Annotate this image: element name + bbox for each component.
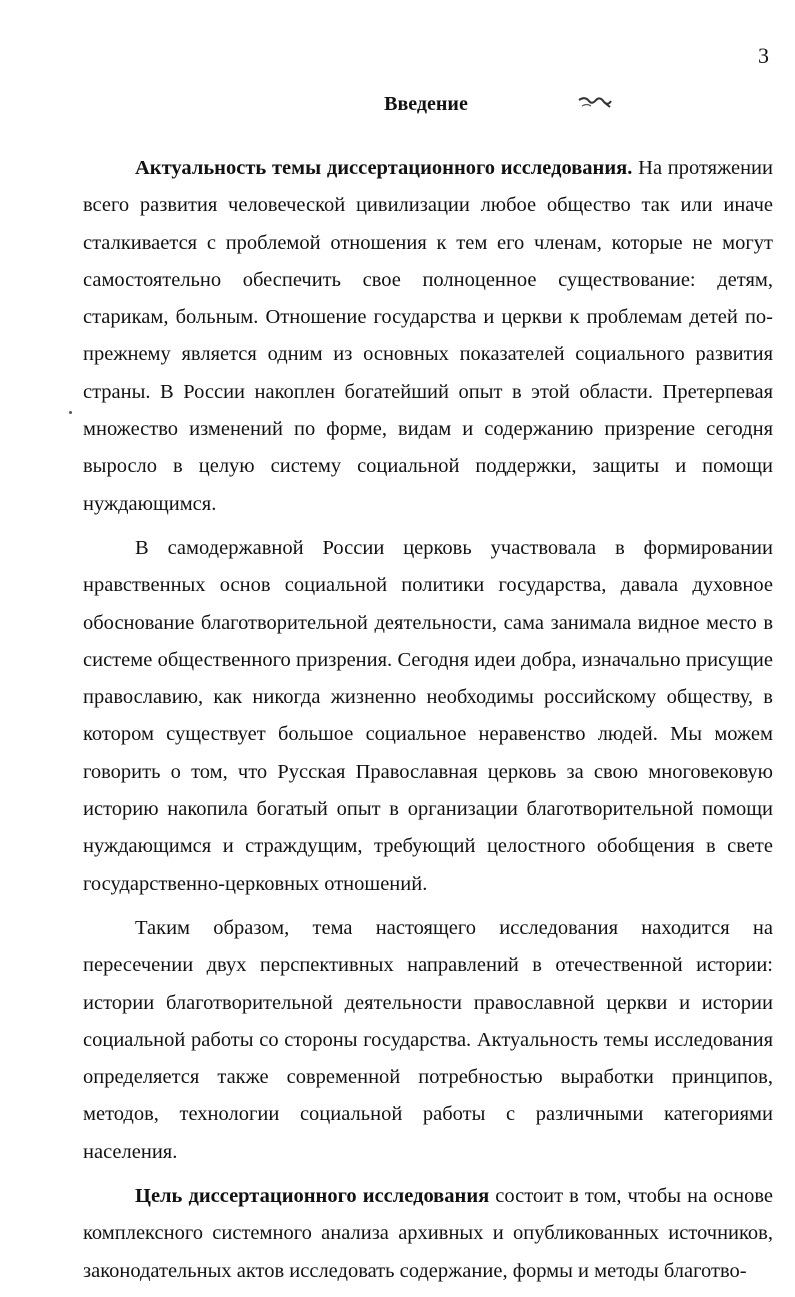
paragraph-lead: Актуальность темы диссертационного исследования. xyxy=(135,157,633,179)
paragraph-body: Таким образом, тема настоящего исследования находится на пересечении двух перспективных направлений в отечественной истории: истории благотворительной деятельности православной церкви и истории социальной работы со стороны государства. Актуальность темы исследования определяется также современной потребностью выработки принципов, методов, технологии социальной работы с различными категориями населения. xyxy=(83,916,773,1163)
paragraph-lead: Цель диссертационного исследования xyxy=(135,1185,490,1208)
scan-speck xyxy=(69,411,72,414)
paragraph-topic-intersection xyxy=(83,910,773,1171)
paragraph-body: состоит в том, чтобы на основе комплексного системного анализа архивных и опубликованных источников, законодательных актов исследовать содержание, формы и методы благотво- xyxy=(83,1185,773,1282)
paragraph-research-goal xyxy=(83,1178,773,1290)
paragraph-body: В самодержавной России церковь участвовала в формировании нравственных основ социальной политики государства, давала духовное обоснование благотворительной деятельности, сама занимала видное место в системе общественного призрения. Сегодня идеи добра, изначально присущие православию, как никогда жизненно необходимы российскому обществу, в котором существует большое социальное неравенство людей. Мы можем говорить о том, что Русская Православная церковь за свою многовековую историю накопила богатый опыт в организации благотворительной помощи нуждающимся и страждущим, требующий целостного обобщения в свете государственно-церковных отношений. xyxy=(83,536,773,895)
section-title: Введение xyxy=(384,93,468,115)
paragraph-relevance xyxy=(83,150,773,523)
paragraph-church-role xyxy=(83,530,773,903)
stamp-mark-icon xyxy=(577,94,613,112)
body-text xyxy=(83,150,773,1297)
page-number: 3 xyxy=(758,43,769,68)
paragraph-body: На протяжении всего развития человеческой цивилизации любое общество так или иначе сталкивается с проблемой отношения к тем его членам, которые не могут самостоятельно обеспечить свое полноценное существование: детям, старикам, больным. Отношение государства и церкви к проблемам детей по-прежнему является одним из основных показателей социального развития страны. В России накоплен богатейший опыт в этой области. Претерпевая множество изменений по форме, видам и содержанию призрение сегодня выросло в целую систему социальной поддержки, защиты и помощи нуждающимся. xyxy=(83,157,773,515)
